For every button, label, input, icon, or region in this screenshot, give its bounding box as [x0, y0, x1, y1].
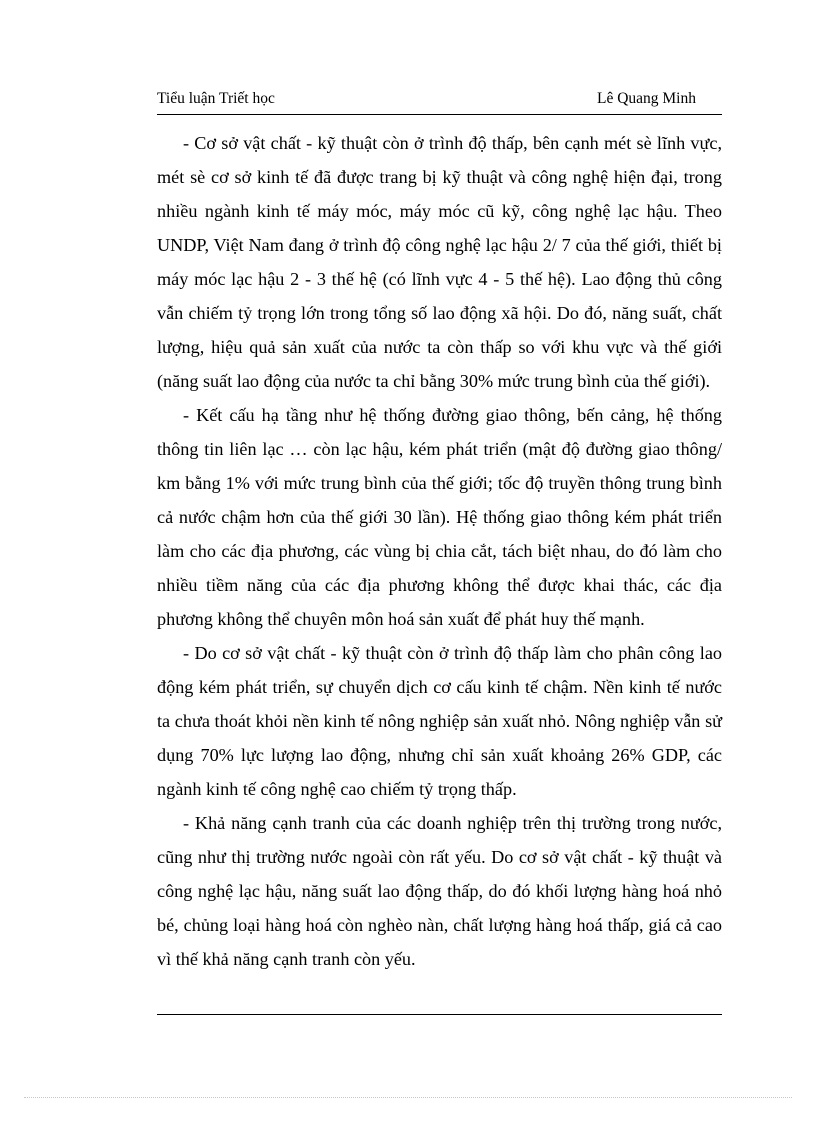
paragraph: - Kết cấu hạ tầng như hệ thống đường giao thông, bến cảng, hệ thống thông tin liên lạc … còn lạc hậu, kém phát triển (mật độ đường giao thông/ km bằng 1% với mức trung bình của thế giới; tốc độ truyền thông trung bình cả nước chậm hơn của thế giới 30 lần). Hệ thống giao thông kém phát triển làm cho các địa phương, các vùng bị chia cắt, tách biệt nhau, do đó làm cho nhiều tiềm năng của các địa phương không thể được khai thác, các địa phương không thể chuyên môn hoá sản xuất để phát huy thế mạnh.: [157, 405, 722, 629]
page-break-dotted-line: [24, 1097, 792, 1098]
paragraph: - Cơ sở vật chất - kỹ thuật còn ở trình độ thấp, bên cạnh mét sè lĩnh vực, mét sè cơ sở kinh tế đã được trang bị kỹ thuật và công nghệ hiện đại, trong nhiều ngành kinh tế máy móc, máy móc cũ kỹ, công nghệ lạc hậu. Theo UNDP, Việt Nam đang ở trình độ công nghệ lạc hậu 2/ 7 của thế giới, thiết bị máy móc lạc hậu 2 - 3 thế hệ (có lĩnh vực 4 - 5 thế hệ). Lao động thủ công vẫn chiếm tỷ trọng lớn trong tổng số lao động xã hội. Do đó, năng suất, chất lượng, hiệu quả sản xuất của nước ta còn thấp so với khu vực và thế giới (năng suất lao động của nước ta chỉ bằng 30% mức trung bình của thế giới).: [157, 133, 722, 391]
paragraph: - Do cơ sở vật chất - kỹ thuật còn ở trình độ thấp làm cho phân công lao động kém phát triển, sự chuyển dịch cơ cấu kinh tế chậm. Nền kinh tế nước ta chưa thoát khỏi nền kinh tế nông nghiệp sản xuất nhỏ. Nông nghiệp vẫn sử dụng 70% lực lượng lao động, nhưng chỉ sản xuất khoảng 26% GDP, các ngành kinh tế công nghệ cao chiếm tỷ trọng thấp.: [157, 643, 722, 799]
header-author: Lê Quang Minh: [596, 90, 696, 107]
header-title: Tiểu luận Triết học: [157, 90, 275, 107]
paragraph: - Khả năng cạnh tranh của các doanh nghiệp trên thị trường trong nước, cũng như thị trường nước ngoài còn rất yếu. Do cơ sở vật chất - kỹ thuật và công nghệ lạc hậu, năng suất lao động thấp, do đó khối lượng hàng hoá nhỏ bé, chủng loại hàng hoá còn nghèo nàn, chất lượng hàng hoá thấp, giá cả cao vì thế khả năng cạnh tranh còn yếu.: [157, 813, 722, 969]
page-header: [157, 88, 722, 115]
body-text: [157, 126, 722, 976]
footer-rule: [157, 1014, 722, 1015]
